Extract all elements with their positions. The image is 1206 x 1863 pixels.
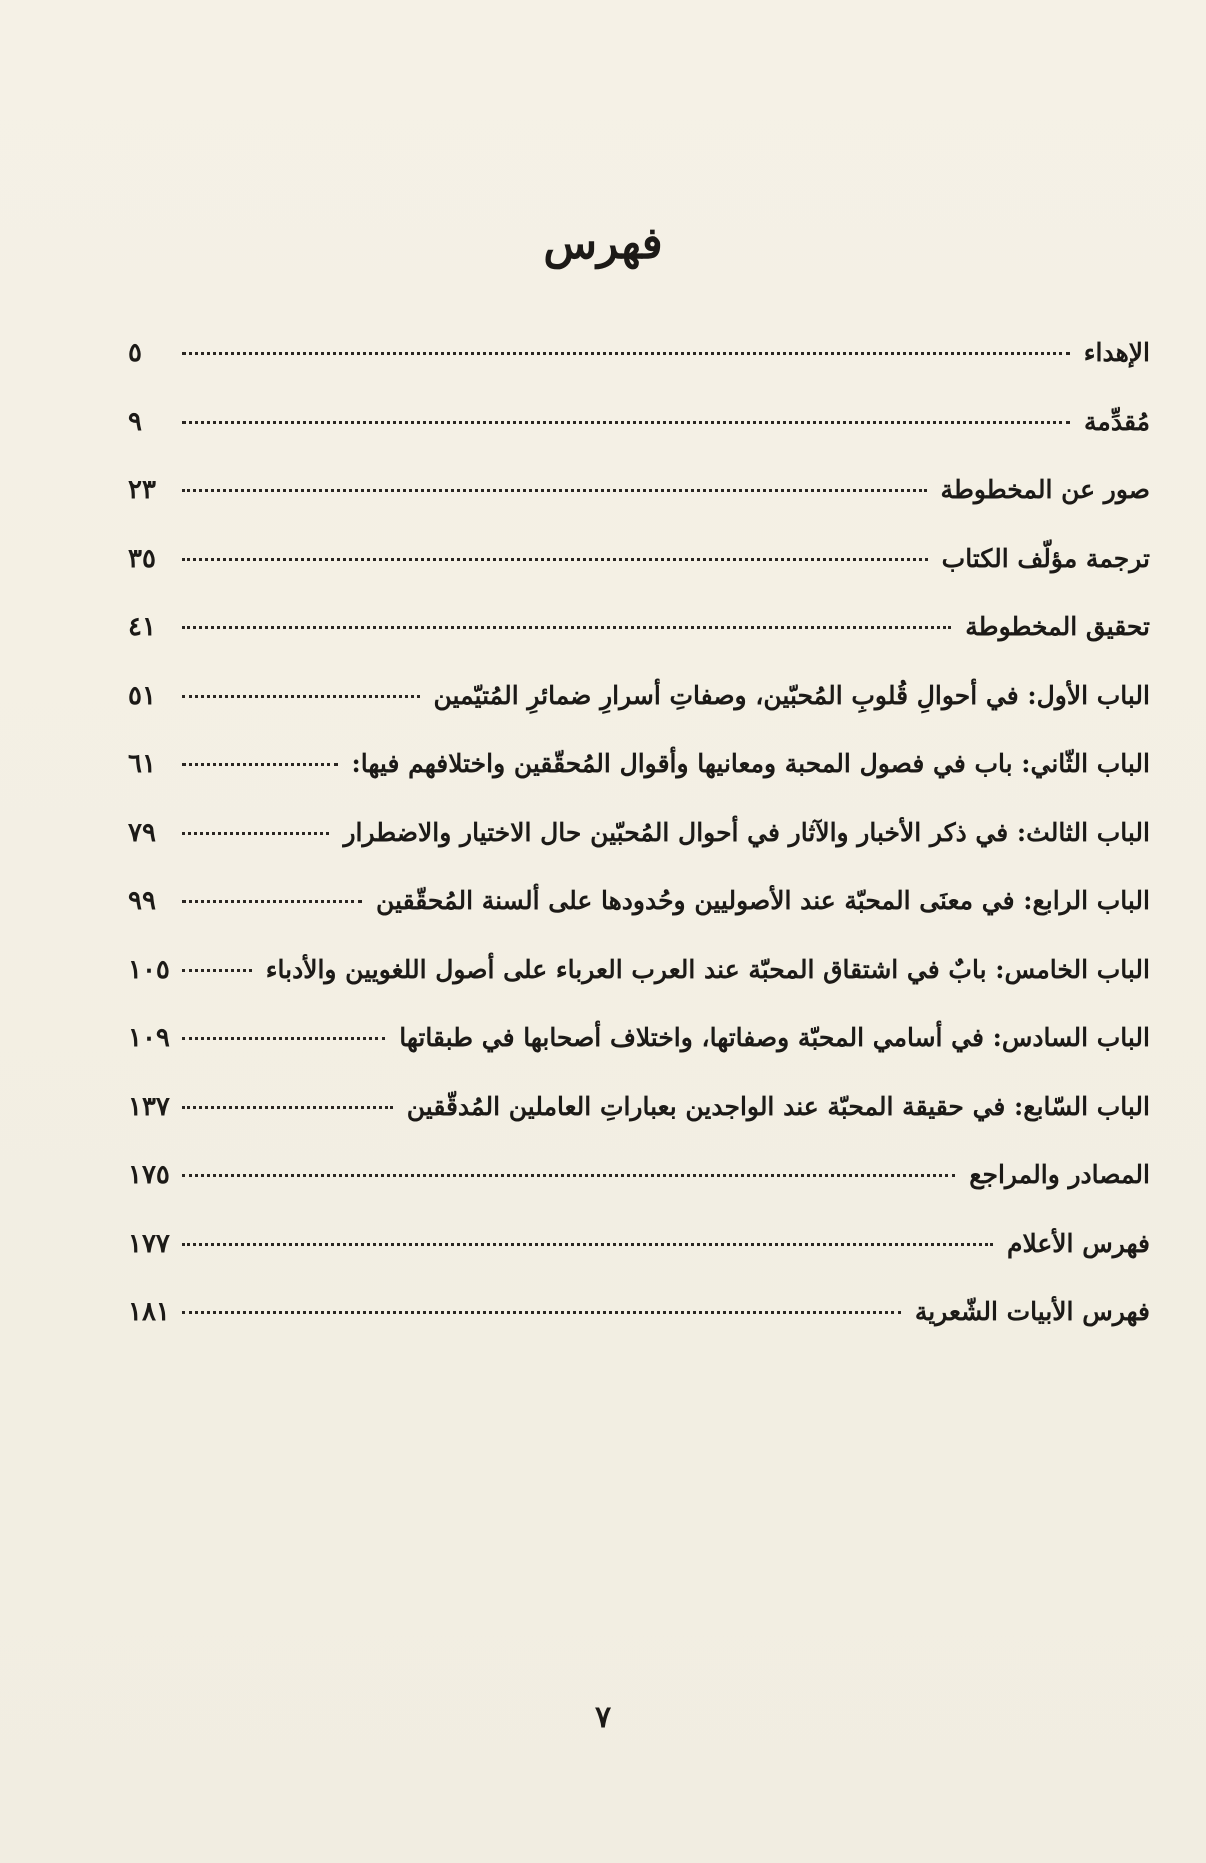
toc-entry — [128, 544, 1150, 613]
toc-entry — [128, 1092, 1150, 1161]
toc-entry — [128, 475, 1150, 544]
dot-leader — [182, 832, 329, 835]
toc-entry-page: ٥ — [128, 338, 142, 368]
toc-entry-page: ٤١ — [128, 612, 156, 642]
toc-entry-page: ٥١ — [128, 680, 156, 711]
toc-entry-title: مُقدِّمة — [1084, 406, 1150, 436]
dot-leader — [182, 1174, 955, 1177]
dot-leader — [182, 969, 252, 972]
toc-entry — [128, 1023, 1150, 1092]
toc-entry-page: ١٠٥ — [128, 954, 170, 985]
toc-entry-title: الباب الثّاني: باب في فصول المحبة ومعانيها وأقوال المُحقّقين واختلافهم فيها: — [351, 749, 1150, 778]
toc-entry — [128, 1160, 1150, 1229]
toc-entry-title: المصادر والمراجع — [969, 1160, 1150, 1189]
toc-entry-title: الباب الأول: في أحوالِ قُلوبِ المُحبّين، وصفاتِ أسرارِ ضمائرِ المُتيّمين — [433, 680, 1150, 710]
toc-entry-page: ٩٩ — [128, 886, 156, 916]
toc-entry-title: الباب السادس: في أسامي المحبّة وصفاتها، واختلاف أصحابها في طبقاتها — [399, 1023, 1150, 1052]
toc-entry-page: ٩ — [128, 406, 142, 437]
toc-entry — [128, 407, 1150, 476]
toc-entry-title: تحقيق المخطوطة — [965, 612, 1150, 641]
dot-leader — [182, 1311, 901, 1314]
toc-entry — [128, 886, 1150, 955]
dot-leader — [182, 489, 927, 492]
toc-entry-page: ٦١ — [128, 749, 156, 779]
toc-entry-title: الباب الرابع: في معنَى المحبّة عند الأصوليين وحُدودها على ألسنة المُحقّقين — [376, 886, 1150, 915]
toc-entry-page: ١٨١ — [128, 1297, 170, 1327]
toc-entry-title: صور عن المخطوطة — [940, 475, 1150, 504]
dot-leader — [182, 695, 420, 698]
toc-entry — [128, 955, 1150, 1024]
dot-leader — [182, 626, 951, 629]
toc-entry — [128, 681, 1150, 750]
toc-entry — [128, 749, 1150, 818]
toc-entry-page: ٣٥ — [128, 543, 156, 574]
toc-entry-title: الباب السّابع: في حقيقة المحبّة عند الواجدين بعباراتِ العاملين المُدقّقين — [406, 1091, 1150, 1121]
toc-entry — [128, 338, 1150, 407]
dot-leader — [182, 900, 362, 903]
dot-leader — [182, 1106, 393, 1109]
dot-leader — [182, 421, 1070, 424]
toc-entry-page: ١٧٥ — [128, 1160, 170, 1190]
toc-entry-title: فهرس الأعلام — [1006, 1228, 1150, 1258]
dot-leader — [182, 558, 928, 561]
toc-entry-page: ٧٩ — [128, 817, 156, 848]
toc-entry-title: الباب الثالث: في ذكر الأخبار والآثار في أحوال المُحبّين حال الاختيار والاضطرار — [343, 817, 1150, 847]
dot-leader — [182, 1037, 385, 1040]
toc-entry-title: الباب الخامس: بابٌ في اشتقاق المحبّة عند العرب العرباء على أصول اللغويين والأدباء — [265, 954, 1150, 984]
toc-entry-title: ترجمة مؤلّف الكتاب — [941, 543, 1150, 573]
toc-entry — [128, 818, 1150, 887]
toc-entry-title: الإهداء — [1083, 338, 1150, 367]
dot-leader — [182, 352, 1070, 355]
toc-entry-page: ٢٣ — [128, 475, 156, 505]
table-of-contents — [128, 338, 1150, 1366]
toc-entry-page: ١٧٧ — [128, 1228, 170, 1259]
dot-leader — [182, 1243, 993, 1246]
page-number: ٧ — [594, 1700, 612, 1735]
toc-entry-page: ١٣٧ — [128, 1091, 170, 1122]
toc-entry — [128, 612, 1150, 681]
toc-entry-page: ١٠٩ — [128, 1023, 170, 1053]
dot-leader — [182, 763, 338, 766]
toc-entry — [128, 1229, 1150, 1298]
toc-entry-title: فهرس الأبيات الشّعرية — [914, 1297, 1150, 1326]
toc-entry — [128, 1297, 1150, 1366]
page-title: فهرس — [543, 218, 663, 269]
